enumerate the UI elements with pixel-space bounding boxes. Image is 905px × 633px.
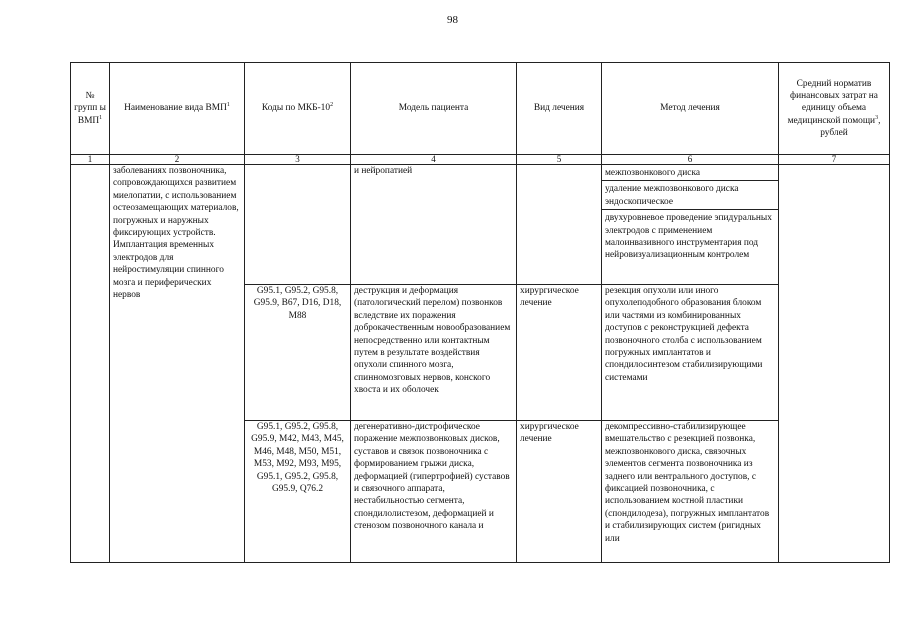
method-item: межпозвонкового диска: [605, 168, 701, 178]
treatment-method-cell: декомпрессивно-стабилизирующее вмешательство с резекцией позвонка, межпозвонкового диска, связочных элементов сегмента позвоночника из заднего или вентрального доступов, с фиксацией позвоночника, с использованием костной пластики (спондилодеза), погружных имплантатов и стабилизирующих систем (ригидных или: [602, 421, 779, 563]
icd-codes-cell: G95.1, G95.2, G95.8, G95.9, M42, M43, M45, M46, M48, M50, M51, M53, M92, M93, M95, G95.1, G95.2, G95.8, G95.9, Q76.2: [245, 421, 351, 563]
header-row: [71, 63, 890, 155]
header-average-cost: Средний норматив финансовых затрат на единицу объема медицинской помощи$^3$, рублей: [779, 63, 890, 155]
header-patient-model: Модель пациента: [351, 63, 517, 155]
icd-codes-cell: G95.1, G95.2, G95.8, G95.9, B67, D16, D18, M88: [245, 285, 351, 421]
patient-model-cell: и нейропатией: [351, 165, 517, 285]
header-treatment-type: Вид лечения: [517, 63, 602, 155]
column-number: 4: [351, 155, 517, 165]
header-treatment-method: Метод лечения: [602, 63, 779, 155]
treatment-method-cell: резекция опухоли или иного опухолеподобного образования блоком или частями из комбинированных доступов с реконструкцией дефекта позвоночного столба с использованием погружных имплантатов и спондилосинтезом стабилизирующими системами: [602, 285, 779, 421]
header-vmp-name: Наименование вида ВМП$^1$: [110, 63, 245, 155]
table-row: [71, 165, 890, 285]
method-item: удаление межпозвонкового диска эндоскопическое: [605, 184, 739, 207]
vmp-name-cell: заболеваниях позвоночника, сопровождающихся развитием миелопатии, с использованием остеозамещающих материалов, погружных и наружных фиксирующих устройств. Имплантация временных электродов для нейростимуляции спинного мозга и периферических нервов: [110, 165, 245, 563]
header-icd-codes: Коды по МКБ-$10^2$: [245, 63, 351, 155]
treatment-type-cell: хирургическое лечение: [517, 421, 602, 563]
patient-model-cell: деструкция и деформация (патологический перелом) позвонков вследствие их поражения доброкачественным новообразованием непосредственно или контактным путем в результате воздействия опухоли спинного мозга, спинномозговых нервов, конского хвоста и их оболочек: [351, 285, 517, 421]
treatment-method-cell: [602, 165, 779, 285]
column-number: 5: [517, 155, 602, 165]
average-cost-cell: [779, 165, 890, 563]
column-number-row: [71, 155, 890, 165]
vmp-table: [70, 62, 890, 563]
column-number: 6: [602, 155, 779, 165]
group-number-cell: [71, 165, 110, 563]
column-number: 7: [779, 155, 890, 165]
treatment-type-cell: [517, 165, 602, 285]
page-number: 98: [447, 14, 458, 26]
icd-codes-cell: [245, 165, 351, 285]
header-group-number: № групп ы ВМП$^1$: [71, 63, 110, 155]
patient-model-cell: дегенеративно-дистрофическое поражение межпозвонковых дисков, суставов и связок позвоночника с формированием грыжи диска, деформацией (гипертрофией) суставов и связочного аппарата, нестабильностью сегмента, спондилолистезом, деформацией и стенозом позвоночного канала и: [351, 421, 517, 563]
column-number: 2: [110, 155, 245, 165]
column-number: 1: [71, 155, 110, 165]
treatment-type-cell: хирургическое лечение: [517, 285, 602, 421]
method-item: двухуровневое проведение эпидуральных электродов с применением малоинвазивного инструментария под нейровизуализационным контролем: [605, 213, 772, 261]
column-number: 3: [245, 155, 351, 165]
